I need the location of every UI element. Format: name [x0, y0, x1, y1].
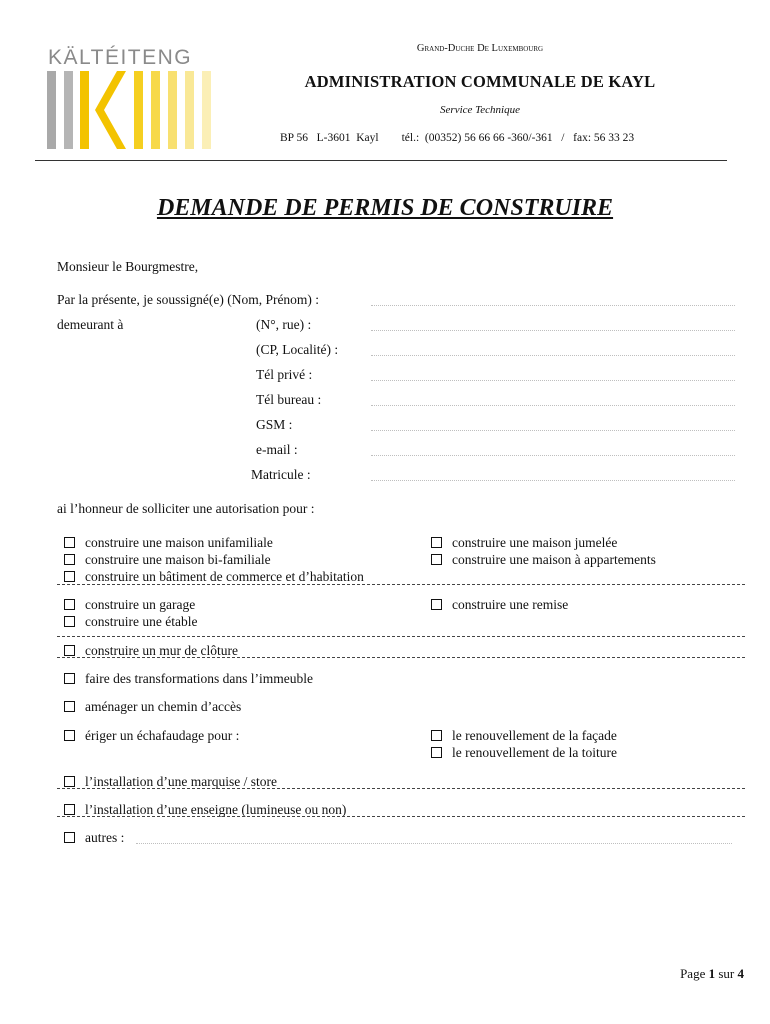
- section-divider: [57, 657, 745, 658]
- request-intro: ai l’honneur de solliciter une autorisation pour :: [57, 501, 315, 516]
- group-scaffolding-right: [431, 727, 617, 761]
- email-label: e-mail :: [256, 442, 298, 457]
- option-facade-renewal[interactable]: le renouvellement de la façade: [431, 727, 617, 744]
- option-awning[interactable]: l’installation d’une marquise / store: [64, 773, 277, 790]
- registration-field[interactable]: [371, 480, 735, 481]
- checkbox[interactable]: [64, 673, 75, 684]
- email-field[interactable]: [371, 455, 735, 456]
- option-stable[interactable]: construire une étable: [64, 613, 197, 630]
- checkbox[interactable]: [64, 701, 75, 712]
- group-houses-right: [431, 534, 656, 568]
- group-houses-left: [64, 534, 364, 585]
- commune-logo: [47, 71, 227, 149]
- section-divider: [57, 636, 745, 637]
- checkbox[interactable]: [64, 730, 75, 741]
- contact-line: [280, 132, 634, 144]
- page-number: Page 1 sur 4: [680, 966, 744, 981]
- service-heading: Service Technique: [440, 104, 520, 116]
- checkbox[interactable]: [431, 599, 442, 610]
- header-divider: [35, 160, 727, 161]
- checkbox[interactable]: [64, 554, 75, 565]
- option-semi-detached[interactable]: construire une maison jumelée: [431, 534, 656, 551]
- name-label: Par la présente, je soussigné(e) (Nom, Prénom) :: [57, 292, 320, 307]
- checkbox[interactable]: [64, 537, 75, 548]
- option-transformations[interactable]: faire des transformations dans l’immeuble: [64, 670, 313, 687]
- office-phone-label: Tél bureau :: [256, 392, 322, 407]
- salutation: Monsieur le Bourgmestre,: [57, 259, 199, 274]
- gsm-field[interactable]: [371, 430, 735, 431]
- option-boundary-wall[interactable]: construire un mur de clôture: [64, 642, 238, 659]
- other-field[interactable]: [136, 843, 732, 844]
- locality-field[interactable]: [371, 355, 735, 356]
- option-roof-renewal[interactable]: le renouvellement de la toiture: [431, 744, 617, 761]
- gsm-label: GSM :: [256, 417, 293, 432]
- option-access-path[interactable]: aménager un chemin d’accès: [64, 698, 241, 715]
- name-field[interactable]: [371, 305, 735, 306]
- page-title: DEMANDE DE PERMIS DE CONSTRUIRE: [156, 195, 614, 221]
- option-single-family[interactable]: construire une maison unifamiliale: [64, 534, 364, 551]
- residence-label: demeurant à: [57, 317, 124, 332]
- option-other[interactable]: autres :: [64, 829, 124, 846]
- checkbox[interactable]: [64, 599, 75, 610]
- checkbox[interactable]: [64, 616, 75, 627]
- private-phone-field[interactable]: [371, 380, 735, 381]
- checkbox[interactable]: [64, 571, 75, 582]
- locality-label: (CP, Localité) :: [256, 342, 339, 357]
- checkbox[interactable]: [431, 730, 442, 741]
- option-apartment-building[interactable]: construire une maison à appartements: [431, 551, 656, 568]
- group-annexes-left: [64, 596, 197, 630]
- group-annexes-right: [431, 596, 568, 613]
- option-commercial-residential[interactable]: construire un bâtiment de commerce et d’habitation: [64, 568, 364, 585]
- option-shed[interactable]: construire une remise: [431, 596, 568, 613]
- section-divider: [57, 816, 745, 817]
- checkbox[interactable]: [431, 537, 442, 548]
- phone-fax: tél.: (00352) 56 66 66 -360/-361 / fax: 56 33 23: [401, 132, 635, 144]
- section-divider: [57, 788, 745, 789]
- street-field[interactable]: [371, 330, 735, 331]
- section-divider: [57, 584, 745, 585]
- registration-label: Matricule :: [251, 467, 311, 482]
- checkbox[interactable]: [64, 776, 75, 787]
- checkbox[interactable]: [64, 645, 75, 656]
- checkbox[interactable]: [431, 554, 442, 565]
- administration-heading: ADMINISTRATION COMMUNALE DE KAYL: [304, 72, 656, 91]
- option-garage[interactable]: construire un garage: [64, 596, 197, 613]
- address: BP 56 L-3601 Kayl: [280, 132, 379, 144]
- office-phone-field[interactable]: [371, 405, 735, 406]
- logo-text: KÄLTÉITENG: [48, 46, 193, 69]
- option-scaffolding[interactable]: ériger un échafaudage pour :: [64, 727, 239, 744]
- street-label: (N°, rue) :: [256, 317, 312, 332]
- option-two-family[interactable]: construire une maison bi-familiale: [64, 551, 364, 568]
- checkbox[interactable]: [64, 804, 75, 815]
- option-sign[interactable]: l’installation d’une enseigne (lumineuse ou non): [64, 801, 346, 818]
- checkbox[interactable]: [64, 832, 75, 843]
- private-phone-label: Tél privé :: [256, 367, 313, 382]
- checkbox[interactable]: [431, 747, 442, 758]
- country-heading: Grand-Duche De Luxembourg: [416, 43, 544, 54]
